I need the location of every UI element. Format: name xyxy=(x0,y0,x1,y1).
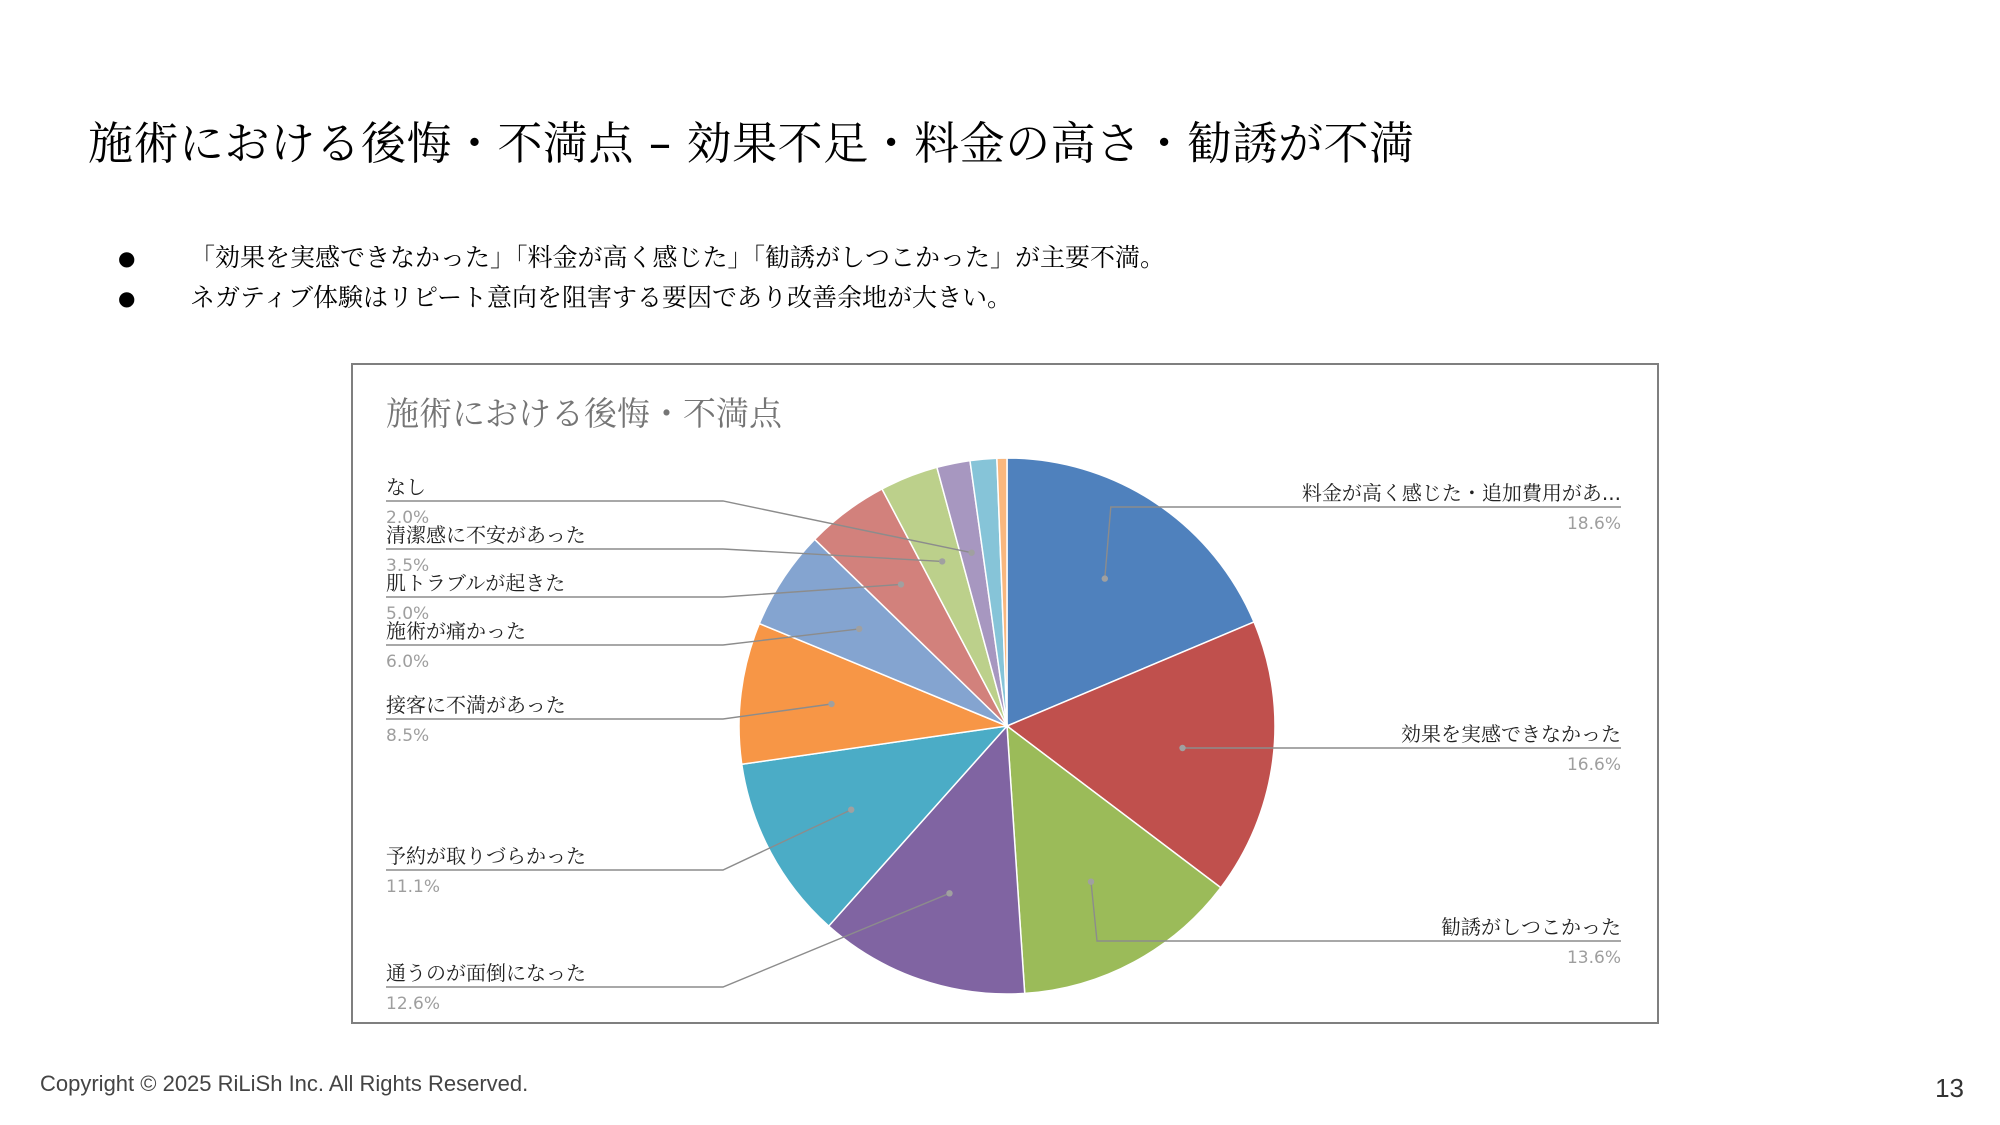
leader-dot xyxy=(1102,575,1108,581)
slice-label: 肌トラブルが起きた xyxy=(386,571,566,595)
leader-dot xyxy=(968,550,974,556)
slide-title: 施術における後悔・不満点 – 効果不足・料金の高さ・勧誘が不満 xyxy=(88,117,1415,170)
slice-percent: 12.6% xyxy=(386,994,441,1014)
leader-dot xyxy=(1088,879,1094,885)
slice-percent: 18.6% xyxy=(1566,514,1621,534)
page-number: 13 xyxy=(1935,1073,1964,1103)
slice-percent: 6.0% xyxy=(386,652,430,672)
bullet-icon: ● xyxy=(118,246,136,270)
leader-dot xyxy=(856,626,862,632)
slice-percent: 5.0% xyxy=(386,604,430,624)
bullet-text: ネガティブ体験はリピート意向を阻害する要因であり改善余地が大きい。 xyxy=(190,283,1013,312)
pie-slices xyxy=(739,458,1275,994)
slice-percent: 2.0% xyxy=(386,508,430,528)
slice-percent: 13.6% xyxy=(1566,948,1621,968)
slice-label: 清潔感に不安があった xyxy=(386,523,586,547)
leader-dot xyxy=(848,807,854,813)
copyright-footer: Copyright © 2025 RiLiSh Inc. All Rights Reserved. xyxy=(40,1071,529,1096)
leader-dot xyxy=(828,701,834,707)
slice-label: なし xyxy=(386,475,426,499)
leader-dot xyxy=(898,581,904,587)
pie-chart-panel xyxy=(351,363,1659,1024)
slice-percent: 8.5% xyxy=(386,726,430,746)
bullet-item xyxy=(118,238,1165,278)
leader-dot xyxy=(946,890,952,896)
bullet-list xyxy=(118,238,1165,318)
slice-percent: 11.1% xyxy=(386,877,441,897)
leader-dot xyxy=(939,558,945,564)
slice-label: 通うのが面倒になった xyxy=(386,961,586,985)
pie-chart xyxy=(353,365,1657,1022)
bullet-icon: ● xyxy=(118,286,136,310)
chart-title: 施術における後悔・不満点 xyxy=(386,394,782,433)
bullet-text: 「効果を実感できなかった」「料金が高く感じた」「勧誘がしつこかった」が主要不満。 xyxy=(190,243,1166,272)
slice-label: 勧誘がしつこかった xyxy=(1441,915,1621,939)
bullet-item xyxy=(118,278,1165,318)
slice-percent: 16.6% xyxy=(1566,755,1621,775)
slice-label: 効果を実感できなかった xyxy=(1401,722,1621,746)
slice-percent: 3.5% xyxy=(386,556,430,576)
slice-label: 施術が痛かった xyxy=(386,619,526,643)
slice-label: 料金が高く感じた・追加費用があ... xyxy=(1301,481,1621,505)
slice-label: 接客に不満があった xyxy=(386,693,566,717)
leader-dot xyxy=(1179,745,1185,751)
slice-label: 予約が取りづらかった xyxy=(386,844,586,868)
